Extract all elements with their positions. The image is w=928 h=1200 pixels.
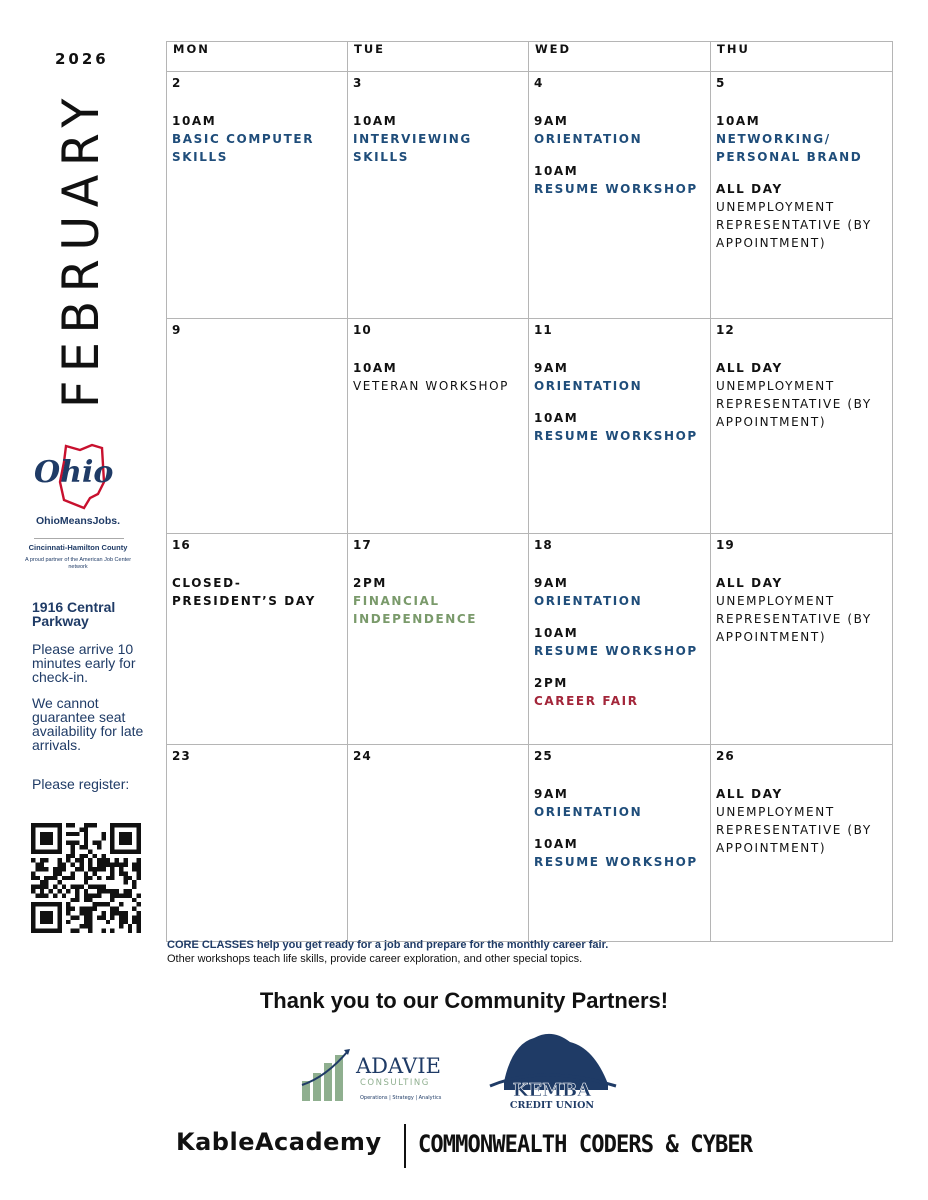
event-time: 9AM bbox=[534, 576, 569, 590]
event-time: 10AM bbox=[353, 361, 398, 375]
ohio-logo bbox=[30, 442, 126, 512]
kable-academy-logo: KableAcademy bbox=[176, 1128, 382, 1156]
calendar-day-cell bbox=[711, 745, 893, 942]
partner-note: A proud partner of the American Job Center network bbox=[24, 557, 132, 570]
calendar-event bbox=[716, 359, 886, 431]
event-name: UNEMPLOYMENT REPRESENTATIVE (BY APPOINTMENT) bbox=[716, 594, 872, 644]
event-name: FINANCIAL INDEPENDENCE bbox=[353, 594, 478, 626]
ohiomeansjobs-brand: OhioMeansJobs. bbox=[35, 515, 120, 527]
event-name: VETERAN WORKSHOP bbox=[353, 379, 509, 393]
event-time: 9AM bbox=[534, 114, 569, 128]
calendar-week-row bbox=[167, 72, 893, 319]
event-name: CLOSED- PRESIDENT’S DAY bbox=[172, 576, 316, 608]
event-time: 10AM bbox=[534, 164, 579, 178]
event-time: 2PM bbox=[534, 676, 568, 690]
event-name: RESUME WORKSHOP bbox=[534, 855, 698, 869]
calendar-event bbox=[716, 112, 886, 166]
calendar-event bbox=[172, 112, 341, 166]
day-number: 3 bbox=[353, 76, 363, 90]
event-name: ORIENTATION bbox=[534, 594, 643, 608]
core-classes-note: CORE CLASSES help you get ready for a job and prepare for the monthly career fair. bbox=[167, 939, 609, 951]
event-name: UNEMPLOYMENT REPRESENTATIVE (BY APPOINTMENT) bbox=[716, 379, 872, 429]
kemba-credit-union-logo bbox=[482, 1024, 622, 1110]
svg-text:ADAVIE: ADAVIE bbox=[356, 1054, 441, 1078]
other-workshops-note: Other workshops teach life skills, provide career exploration, and other special topics. bbox=[167, 953, 583, 965]
event-time: ALL DAY bbox=[716, 182, 783, 196]
calendar-event bbox=[172, 574, 341, 610]
event-time: 10AM bbox=[534, 837, 579, 851]
calendar-day-cell bbox=[529, 319, 711, 534]
event-time: 10AM bbox=[534, 411, 579, 425]
month-title-vertical bbox=[48, 90, 108, 412]
svg-text:CREDIT UNION: CREDIT UNION bbox=[509, 1100, 595, 1110]
calendar-event bbox=[353, 574, 522, 628]
calendar-week-row bbox=[167, 534, 893, 745]
calendar-event bbox=[534, 359, 704, 395]
weekday-header-row bbox=[167, 42, 893, 72]
calendar-event bbox=[716, 180, 886, 252]
svg-text:FEBRUARY: FEBRUARY bbox=[52, 90, 108, 408]
event-name: NETWORKING/ PERSONAL BRAND bbox=[716, 132, 863, 164]
month-title bbox=[48, 90, 108, 412]
event-name: INTERVIEWING SKILLS bbox=[353, 132, 472, 164]
weekday-thu: THU bbox=[711, 42, 893, 72]
calendar-day-cell bbox=[167, 72, 348, 319]
calendar-event bbox=[716, 785, 886, 857]
calendar-day-cell bbox=[348, 534, 529, 745]
calendar-event bbox=[534, 835, 704, 871]
calendar-day-cell bbox=[711, 534, 893, 745]
day-number: 16 bbox=[172, 538, 191, 552]
event-name: RESUME WORKSHOP bbox=[534, 429, 698, 443]
day-number: 23 bbox=[172, 749, 191, 763]
calendar-day-cell bbox=[711, 319, 893, 534]
calendar-event bbox=[534, 112, 704, 148]
commonwealth-coders-logo: COMMONWEALTH CODERS & CYBER bbox=[418, 1130, 753, 1158]
calendar-day-cell bbox=[167, 745, 348, 942]
event-time: 9AM bbox=[534, 361, 569, 375]
day-number: 12 bbox=[716, 323, 735, 337]
calendar-event bbox=[534, 409, 704, 445]
calendar-day-cell bbox=[167, 534, 348, 745]
calendar-event bbox=[534, 162, 704, 198]
calendar-day-cell bbox=[348, 319, 529, 534]
event-name: RESUME WORKSHOP bbox=[534, 644, 698, 658]
calendar-week-row bbox=[167, 745, 893, 942]
day-number: 5 bbox=[716, 76, 726, 90]
calendar-event bbox=[534, 574, 704, 610]
registration-qr-code[interactable] bbox=[31, 823, 141, 933]
calendar-year: 2026 bbox=[55, 50, 109, 68]
day-number: 9 bbox=[172, 323, 182, 337]
event-time: ALL DAY bbox=[716, 787, 783, 801]
day-number: 24 bbox=[353, 749, 372, 763]
event-name: UNEMPLOYMENT REPRESENTATIVE (BY APPOINTMENT) bbox=[716, 805, 872, 855]
weekday-wed: WED bbox=[529, 42, 711, 72]
day-number: 10 bbox=[353, 323, 372, 337]
calendar-week-row bbox=[167, 319, 893, 534]
calendar-event bbox=[353, 359, 522, 395]
event-name: ORIENTATION bbox=[534, 379, 643, 393]
day-number: 25 bbox=[534, 749, 553, 763]
calendar-day-cell bbox=[348, 72, 529, 319]
event-time: 10AM bbox=[534, 626, 579, 640]
arrival-note: Please arrive 10 minutes early for check-in. bbox=[32, 641, 136, 685]
event-time: 2PM bbox=[353, 576, 387, 590]
day-number: 11 bbox=[534, 323, 553, 337]
day-number: 17 bbox=[353, 538, 372, 552]
event-time: 10AM bbox=[172, 114, 217, 128]
calendar-day-cell bbox=[529, 745, 711, 942]
event-name: CAREER FAIR bbox=[534, 694, 639, 708]
svg-text:CONSULTING: CONSULTING bbox=[360, 1078, 430, 1088]
day-number: 2 bbox=[172, 76, 182, 90]
event-name: ORIENTATION bbox=[534, 132, 643, 146]
svg-text:Operations | Strategy | Analyt: Operations | Strategy | Analytics bbox=[360, 1095, 442, 1101]
calendar-day-cell bbox=[529, 534, 711, 745]
calendar-day-cell bbox=[529, 72, 711, 319]
seat-note: We cannot guarantee seat availability for late arrivals. bbox=[32, 695, 144, 753]
event-time: ALL DAY bbox=[716, 576, 783, 590]
brand-divider bbox=[34, 538, 124, 539]
calendar-event bbox=[716, 574, 886, 646]
county-name: Cincinnati-Hamilton County bbox=[28, 543, 128, 552]
day-number: 18 bbox=[534, 538, 553, 552]
partner-logo-divider bbox=[404, 1124, 406, 1168]
event-time: 10AM bbox=[716, 114, 761, 128]
event-time: ALL DAY bbox=[716, 361, 783, 375]
calendar-grid bbox=[166, 41, 893, 942]
day-number: 4 bbox=[534, 76, 544, 90]
calendar-event bbox=[534, 624, 704, 660]
event-time: 9AM bbox=[534, 787, 569, 801]
calendar-event bbox=[534, 674, 704, 710]
calendar-event bbox=[534, 785, 704, 821]
svg-text:Ohio: Ohio bbox=[34, 455, 114, 490]
adavie-consulting-logo bbox=[298, 1045, 468, 1105]
calendar-day-cell bbox=[711, 72, 893, 319]
svg-text:KEMBA: KEMBA bbox=[512, 1080, 592, 1101]
weekday-mon: MON bbox=[167, 42, 348, 72]
event-name: RESUME WORKSHOP bbox=[534, 182, 698, 196]
event-name: UNEMPLOYMENT REPRESENTATIVE (BY APPOINTMENT) bbox=[716, 200, 872, 250]
day-number: 26 bbox=[716, 749, 735, 763]
event-name: BASIC COMPUTER SKILLS bbox=[172, 132, 315, 164]
day-number: 19 bbox=[716, 538, 735, 552]
calendar-day-cell bbox=[348, 745, 529, 942]
event-time: 10AM bbox=[353, 114, 398, 128]
event-name: ORIENTATION bbox=[534, 805, 643, 819]
partners-heading: Thank you to our Community Partners! bbox=[259, 988, 669, 1013]
address: 1916 Central Parkway bbox=[32, 599, 116, 629]
register-label: Please register: bbox=[32, 776, 130, 792]
weekday-tue: TUE bbox=[348, 42, 529, 72]
calendar-event bbox=[353, 112, 522, 166]
calendar-day-cell bbox=[167, 319, 348, 534]
